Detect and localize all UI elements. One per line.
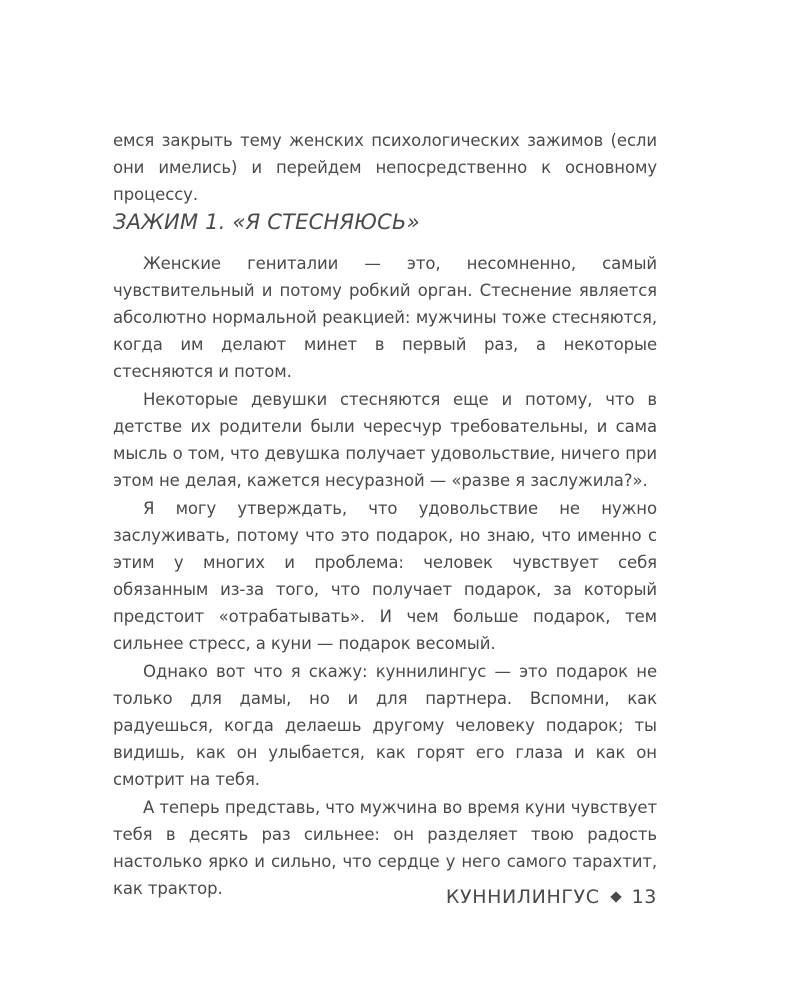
- paragraph-1: Женские гениталии — это, несомненно, самый чувствительный и потому робкий орган. Стеснение является абсолютно нормальной реакцией: мужчины тоже стесняются, когда им делают минет в первый раз, а некоторые стесняются и потом.: [113, 254, 657, 381]
- paragraph-5: А теперь представь, что мужчина во время куни чувствует тебя в десять раз сильнее: он разделяет твою радость настолько ярко и сильно, что сердце у него самого тарахтит, как трактор.: [113, 798, 657, 898]
- paragraph-4: Однако вот что я скажу: куннилингус — это подарок не только для дамы, но и для партнера. Вспомни, как радуешься, когда делаешь другому человеку подарок; ты видишь, как он улыбается, как горят его глаза и как он смотрит на тебя.: [113, 662, 657, 789]
- paragraph-3: Я могу утверждать, что удовольствие не нужно заслуживать, потому что это подарок, но знаю, что именно с этим у многих и проблема: человек чувствует себя обязанным из-за того, что получает подарок, за который предстоит «отрабатывать». И чем больше подарок, тем сильнее стресс, а куни — подарок весомый.: [113, 499, 657, 653]
- page-number: 13: [631, 886, 657, 908]
- intro-paragraph: емся закрыть тему женских психологических зажимов (если они имелись) и перейдем непосредственно к основному процессу.: [113, 131, 657, 204]
- page-footer: [446, 882, 657, 912]
- section-heading: ЗАЖИМ 1. «Я СТЕСНЯЮСЬ»: [113, 210, 420, 234]
- intro-text: [113, 127, 657, 208]
- running-title: КУННИЛИНГУС: [445, 886, 600, 908]
- paragraph-2: Некоторые девушки стесняются еще и потому, что в детстве их родители были чересчур требовательны, и сама мысль о том, что девушка получает удовольствие, ничего при этом не делая, кажется несуразной — «разве я заслужила?».: [113, 390, 657, 490]
- section-body: [113, 250, 657, 903]
- diamond-separator-icon: [610, 891, 621, 902]
